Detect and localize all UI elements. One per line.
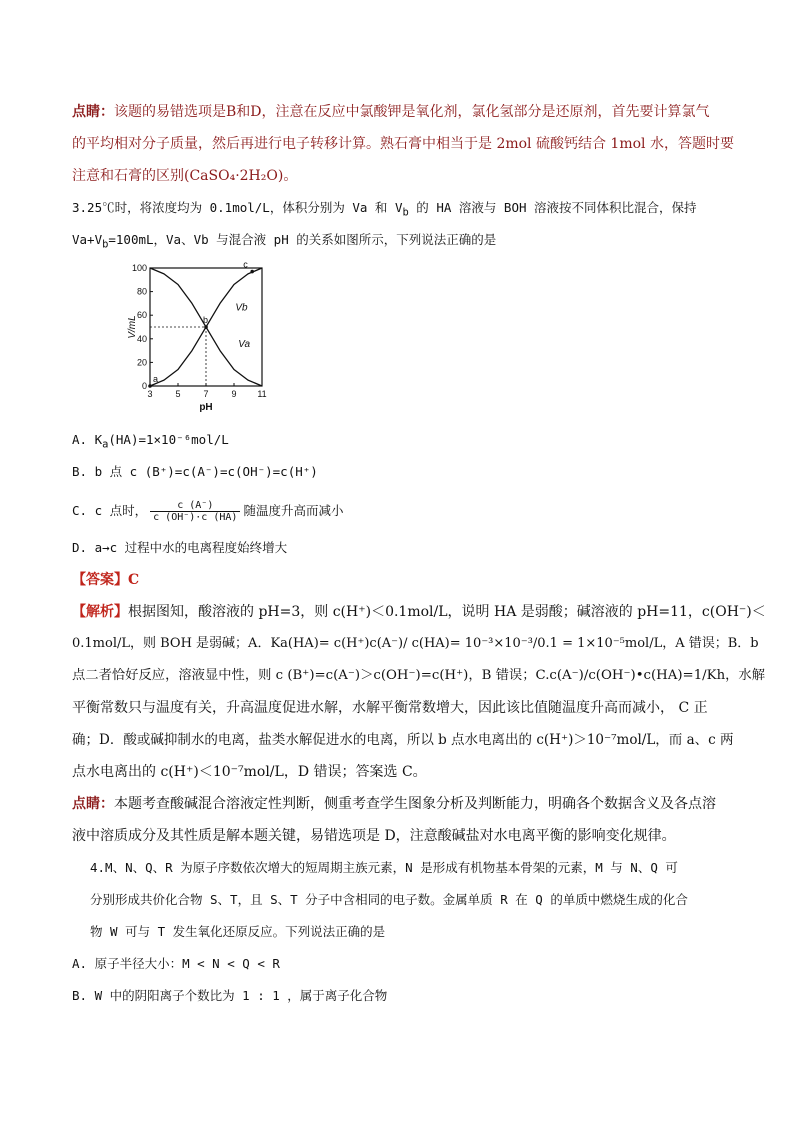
q4-stem-line1: 4.M、N、Q、R 为原子序数依次增大的短周期主族元素，N 是形成有机物基本骨架的元素，M 与 N、Q 可 — [90, 860, 678, 875]
series-label-va: Va — [238, 339, 251, 351]
q3-note-line1 — [72, 794, 716, 814]
point-label-b: b — [203, 315, 209, 325]
q3-stem2a: Va+V — [72, 232, 103, 247]
vol-ph-chart — [126, 258, 276, 420]
x-tick-label: 11 — [257, 389, 267, 399]
q4-option-a: A. 原子半径大小：M < N < Q < R — [72, 956, 280, 971]
q3-stem1: 3.25℃时，将浓度均为 0.1mol/L，体积分别为 Va 和 V — [72, 200, 403, 215]
q3-stem1-sub: b — [402, 206, 409, 219]
y-tick-label: 80 — [136, 286, 147, 297]
q4-stem-line3: 物 W 可与 T 发生氧化还原反应。下列说法正确的是 — [90, 924, 386, 939]
q3-option-a — [72, 430, 229, 455]
answer-label: 【答案】 — [72, 572, 128, 588]
q4-stem-line2: 分别形成共价化合物 S、T，且 S、T 分子中含相同的电子数。金属单质 R 在 Q 的单质中燃烧生成的化合 — [90, 892, 688, 907]
y-tick-label: 0 — [141, 381, 147, 391]
q3-optc-pre: C. c 点时， — [72, 503, 148, 518]
q3-answer — [72, 570, 139, 590]
note2-text1: 本题考查酸碱混合溶液定性判断，侧重考查学生图象分析及判断能力，明确各个数据含义及各点溶 — [114, 796, 716, 812]
y-tick-label: 40 — [136, 333, 147, 344]
point-c — [250, 270, 254, 274]
q3-analysis-line2: 0.1mol/L，则 BOH 是弱碱；A．Ka(HA)= c(H⁺)c(A⁻)/ c(HA)= 10⁻³×10⁻³/0.1 = 1×10⁻⁵mol/L，A 错误；B．b — [72, 636, 759, 651]
note1-line3: 注意和石膏的区别(CaSO₄·2H₂O)。 — [72, 168, 298, 184]
point-b — [204, 325, 208, 329]
q3-stem2b: =100mL，Va、Vb 与混合液 pH 的关系如图所示，下列说法正确的是 — [108, 232, 497, 247]
q3-stem1-end: 的 HA 溶液与 BOH 溶液按不同体积比混合，保持 — [408, 200, 697, 215]
point-label-a: a — [153, 374, 159, 384]
x-tick-label: 3 — [147, 389, 153, 399]
q3-stem2-sub: b — [102, 238, 109, 251]
q3-analysis-line4: 平衡常数只与温度有关，升高温度促进水解，水解平衡常数增大，因此该比值随温度升高而减小， C 正 — [72, 700, 708, 716]
q3-optc-fraction — [150, 500, 240, 523]
q3-stem-line2 — [72, 230, 496, 255]
analysis-text1: 根据图知，酸溶液的 pH=3，则 c(H⁺)＜0.1mol/L，说明 HA 是弱酸；碱溶液的 pH=11，c(OH⁻)＜ — [128, 604, 766, 620]
q3-opta-end: (HA)=1×10⁻⁶mol/L — [108, 432, 229, 447]
q3-option-b: B. b 点 c (B⁺)=c(A⁻)=c(OH⁻)=c(H⁺) — [72, 464, 318, 479]
y-tick-label: 20 — [136, 357, 147, 368]
point-a — [148, 384, 152, 388]
q3-opta-sub: a — [102, 438, 109, 451]
analysis-label: 【解析】 — [72, 604, 128, 620]
y-tick-label: 100 — [131, 263, 147, 273]
q3-analysis-line3: 点二者恰好反应，溶液显中性，则 c (B⁺)=c(A⁻)＞c(OH⁻)=c(H⁺)，B 错误；C.c(A⁻)/c(OH⁻)•c(HA)=1/Kh，水解 — [72, 668, 766, 683]
y-tick-label: 60 — [136, 310, 147, 321]
note1-line2: 的平均相对分子质量，然后再进行电子转移计算。熟石膏中相当于是 2mol 硫酸钙结合 1mol 水，答题时要 — [72, 136, 734, 152]
q3-optc-post: 随温度升高而减小 — [243, 503, 344, 518]
point-label-c: c — [243, 259, 248, 270]
x-axis-label: pH — [199, 402, 213, 413]
q3-stem-line1 — [72, 198, 697, 223]
q4-option-b: B. W 中的阴阳离子个数比为 1 : 1 ，属于离子化合物 — [72, 988, 388, 1003]
q3-analysis-line5: 确；D．酸或碱抑制水的电离，盐类水解促进水的电离，所以 b 点水电离出的 c(H⁺)＞10⁻⁷mol/L，而 a、c 两 — [72, 732, 734, 748]
q3-opta-text: A. K — [72, 432, 103, 447]
note1-label: 点睛： — [72, 104, 114, 120]
note1-text1: 该题的易错选项是B和D，注意在反应中氯酸钾是氧化剂，氯化氢部分是还原剂，首先要计算氯气 — [114, 104, 710, 120]
note2-label: 点睛： — [72, 796, 114, 812]
series-label-vb: Vb — [235, 302, 248, 314]
x-tick-label: 5 — [175, 389, 181, 399]
q3-optc-num: c (A⁻) — [150, 500, 240, 512]
x-tick-label: 9 — [231, 389, 237, 399]
q3-option-c — [72, 500, 343, 523]
q3-option-d: D. a→c 过程中水的电离程度始终增大 — [72, 540, 288, 555]
q3-optc-den: c (OH⁻)·c (HA) — [153, 512, 238, 523]
answer-value: C — [128, 572, 140, 588]
q3-analysis-line1 — [72, 602, 766, 622]
q3-note-line2: 液中溶质成分及其性质是解本题关键，易错选项是 D，注意酸碱盐对水电离平衡的影响变化规律。 — [72, 828, 676, 844]
x-tick-label: 7 — [203, 389, 209, 399]
y-axis-label: V/mL — [127, 315, 138, 339]
q3-analysis-line6: 点水电离出的 c(H⁺)＜10⁻⁷mol/L，D 错误；答案选 C。 — [72, 764, 427, 780]
note1-line1 — [72, 102, 710, 122]
